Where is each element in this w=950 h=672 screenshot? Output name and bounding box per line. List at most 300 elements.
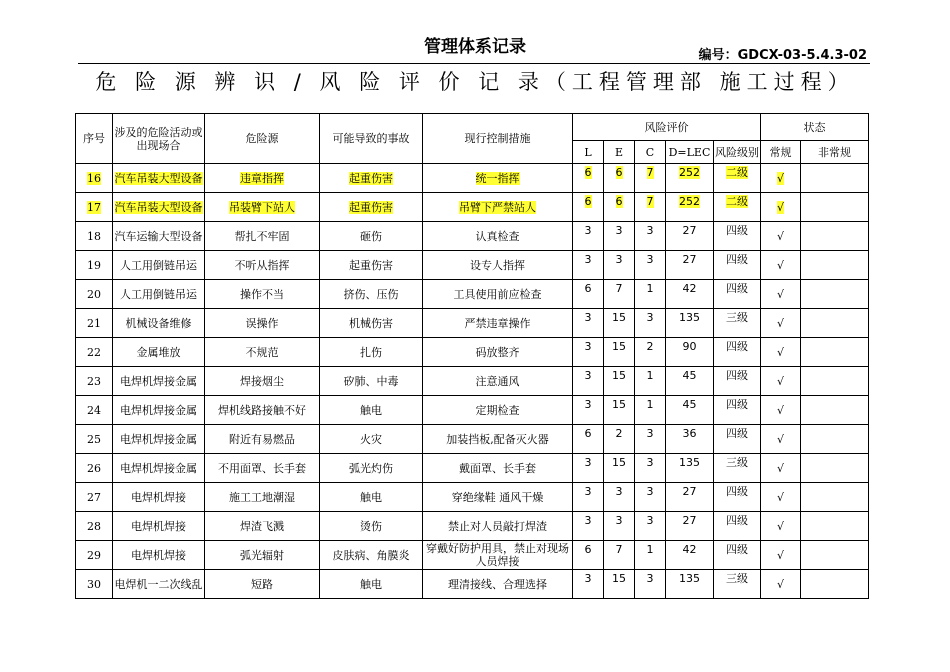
cell-activity-text: 机械设备维修 — [125, 316, 192, 330]
cell-activity — [113, 454, 205, 483]
cell-accident — [320, 251, 423, 280]
cell-accident — [320, 309, 423, 338]
cell-c-text: 1 — [646, 543, 654, 556]
cell-control — [423, 338, 573, 367]
cell-level — [714, 309, 761, 338]
cell-accident — [320, 367, 423, 396]
cell-abnormal — [801, 164, 869, 193]
cell-abnormal — [801, 570, 869, 599]
cell-c — [635, 280, 666, 309]
cell-seq — [76, 396, 113, 425]
cell-activity — [113, 193, 205, 222]
cell-l — [573, 483, 604, 512]
cell-l-text: 6 — [584, 282, 592, 295]
cell-seq — [76, 570, 113, 599]
cell-d — [666, 193, 714, 222]
table-row — [76, 338, 869, 367]
cell-control-text: 穿绝缘鞋 通风干燥 — [451, 490, 544, 504]
cell-activity-text: 电焊机焊接金属 — [120, 403, 197, 417]
cell-d — [666, 483, 714, 512]
cell-accident — [320, 338, 423, 367]
cell-e-text: 7 — [615, 543, 623, 556]
header-seq: 序号 — [76, 114, 113, 164]
cell-control-text: 工具使用前应检查 — [453, 287, 542, 301]
cell-d-text: 42 — [682, 282, 697, 295]
cell-level-text: 四级 — [726, 427, 748, 440]
cell-hazard-text: 不听从指挥 — [234, 258, 290, 272]
header-normal: 常规 — [761, 141, 801, 164]
cell-activity — [113, 396, 205, 425]
cell-e — [604, 425, 635, 454]
cell-hazard-text: 吊装臂下站人 — [229, 200, 295, 214]
cell-hazard-text: 误操作 — [245, 316, 279, 330]
cell-accident-text: 触电 — [360, 403, 382, 417]
cell-c-text: 3 — [646, 485, 654, 498]
cell-activity — [113, 570, 205, 599]
cell-normal — [761, 425, 801, 454]
cell-d — [666, 396, 714, 425]
cell-l — [573, 251, 604, 280]
cell-accident-text: 砸伤 — [360, 229, 382, 243]
cell-e-text: 15 — [612, 340, 626, 353]
cell-hazard-text: 不用面罩、长手套 — [218, 461, 306, 475]
code-value: GDCX-03-5.4.3-02 — [737, 48, 867, 63]
cell-abnormal — [801, 425, 869, 454]
cell-accident-text: 烫伤 — [360, 519, 382, 533]
cell-activity-text: 汽车运输大型设备 — [114, 229, 203, 243]
cell-hazard — [205, 396, 320, 425]
document-code — [699, 44, 867, 63]
cell-l — [573, 512, 604, 541]
cell-activity — [113, 367, 205, 396]
cell-normal — [761, 309, 801, 338]
cell-hazard-text: 焊机线路接触不好 — [218, 403, 306, 417]
cell-c-text: 3 — [646, 514, 654, 527]
cell-abnormal — [801, 367, 869, 396]
cell-c — [635, 164, 666, 193]
cell-level — [714, 454, 761, 483]
cell-control-text: 定期检查 — [475, 403, 520, 417]
cell-seq-text: 21 — [87, 316, 101, 330]
cell-control-text: 严禁违章操作 — [464, 316, 531, 330]
cell-abnormal — [801, 454, 869, 483]
cell-level — [714, 164, 761, 193]
cell-l-text: 3 — [584, 456, 592, 469]
cell-level-text: 三级 — [726, 572, 748, 585]
cell-e-text: 3 — [615, 514, 623, 527]
cell-level-text: 二级 — [726, 166, 748, 179]
cell-c — [635, 512, 666, 541]
cell-normal-text: √ — [776, 461, 784, 475]
cell-l — [573, 164, 604, 193]
header-status: 状态 — [761, 114, 869, 141]
code-label: 编号： — [698, 48, 738, 63]
cell-l-text: 3 — [584, 572, 592, 585]
cell-level-text: 四级 — [726, 398, 748, 411]
cell-seq-text: 20 — [87, 287, 101, 301]
header-rule — [78, 63, 870, 64]
cell-level-text: 四级 — [726, 340, 748, 353]
cell-seq-text: 29 — [87, 548, 101, 562]
cell-seq — [76, 367, 113, 396]
table-row — [76, 251, 869, 280]
cell-hazard — [205, 570, 320, 599]
cell-normal — [761, 338, 801, 367]
table-row — [76, 367, 869, 396]
cell-c-text: 3 — [646, 427, 654, 440]
cell-level — [714, 570, 761, 599]
cell-control — [423, 541, 573, 570]
cell-e — [604, 454, 635, 483]
cell-l-text: 6 — [584, 543, 592, 556]
cell-control — [423, 222, 573, 251]
cell-e-text: 3 — [615, 485, 623, 498]
cell-control-text: 理清接线、合理选择 — [448, 577, 547, 591]
cell-seq — [76, 454, 113, 483]
cell-accident-text: 矽肺、中毒 — [343, 374, 399, 388]
cell-e — [604, 193, 635, 222]
cell-level — [714, 541, 761, 570]
cell-normal-text: √ — [776, 548, 784, 562]
cell-d — [666, 222, 714, 251]
cell-accident-text: 起重伤害 — [349, 200, 393, 214]
cell-e — [604, 309, 635, 338]
cell-e-text: 15 — [612, 311, 626, 324]
cell-hazard — [205, 367, 320, 396]
cell-c — [635, 222, 666, 251]
cell-hazard — [205, 309, 320, 338]
cell-l — [573, 193, 604, 222]
cell-c-text: 7 — [646, 166, 654, 179]
cell-level — [714, 367, 761, 396]
cell-normal — [761, 251, 801, 280]
cell-d-text: 27 — [682, 485, 697, 498]
cell-l — [573, 454, 604, 483]
cell-activity — [113, 541, 205, 570]
header-activity: 涉及的危险活动或出现场合 — [113, 114, 205, 164]
cell-seq — [76, 338, 113, 367]
cell-e — [604, 164, 635, 193]
cell-level-text: 四级 — [726, 253, 748, 266]
cell-accident — [320, 222, 423, 251]
cell-accident — [320, 396, 423, 425]
cell-seq-text: 17 — [87, 200, 101, 214]
cell-d — [666, 338, 714, 367]
cell-activity-text: 人工用倒链吊运 — [120, 258, 197, 272]
cell-control-text: 吊臂下严禁站人 — [459, 200, 536, 214]
cell-l — [573, 280, 604, 309]
cell-accident — [320, 541, 423, 570]
cell-control — [423, 512, 573, 541]
cell-c-text: 7 — [646, 195, 654, 208]
cell-hazard — [205, 164, 320, 193]
header-level: 风险级别 — [714, 141, 761, 164]
cell-e — [604, 367, 635, 396]
cell-activity-text: 电焊机焊接金属 — [120, 432, 197, 446]
cell-seq — [76, 425, 113, 454]
cell-d-text: 36 — [682, 427, 697, 440]
cell-l — [573, 541, 604, 570]
cell-seq — [76, 222, 113, 251]
cell-normal — [761, 193, 801, 222]
cell-abnormal — [801, 309, 869, 338]
cell-normal-text: √ — [776, 403, 784, 417]
cell-activity-text: 电焊机焊接 — [131, 548, 186, 562]
cell-control — [423, 483, 573, 512]
cell-normal — [761, 396, 801, 425]
cell-d — [666, 367, 714, 396]
cell-accident-text: 机械伤害 — [349, 316, 393, 330]
cell-accident — [320, 454, 423, 483]
cell-seq-text: 28 — [87, 519, 101, 533]
cell-d — [666, 541, 714, 570]
cell-control-text: 注意通风 — [475, 374, 520, 388]
header-d: D=LEC — [666, 141, 714, 164]
cell-normal — [761, 570, 801, 599]
cell-activity — [113, 309, 205, 338]
cell-abnormal — [801, 280, 869, 309]
cell-d — [666, 570, 714, 599]
cell-accident — [320, 512, 423, 541]
header-abnormal: 非常规 — [801, 141, 869, 164]
cell-d-text: 135 — [679, 311, 700, 324]
cell-control — [423, 251, 573, 280]
cell-e-text: 3 — [615, 224, 623, 237]
cell-seq — [76, 483, 113, 512]
cell-d — [666, 309, 714, 338]
cell-d-text: 135 — [679, 572, 700, 585]
cell-activity-text: 电焊机一二次线乱 — [114, 577, 203, 591]
cell-normal-text: √ — [776, 432, 784, 446]
cell-hazard-text: 施工工地潮湿 — [229, 490, 295, 504]
cell-e — [604, 251, 635, 280]
cell-normal-text: √ — [776, 316, 784, 330]
cell-hazard — [205, 338, 320, 367]
cell-seq-text: 16 — [87, 171, 101, 185]
cell-level — [714, 222, 761, 251]
cell-abnormal — [801, 512, 869, 541]
cell-normal — [761, 367, 801, 396]
cell-c — [635, 396, 666, 425]
cell-hazard-text: 焊渣飞溅 — [240, 519, 284, 533]
cell-seq-text: 30 — [87, 577, 101, 591]
cell-d-text: 252 — [679, 166, 700, 179]
cell-control-text: 戴面罩、长手套 — [459, 461, 536, 475]
table-row — [76, 309, 869, 338]
cell-level-text: 四级 — [726, 514, 748, 527]
header-e: E — [604, 141, 635, 164]
table-row — [76, 454, 869, 483]
cell-c — [635, 541, 666, 570]
cell-level-text: 四级 — [726, 543, 748, 556]
cell-d-text: 90 — [682, 340, 697, 353]
cell-control-text: 码放整齐 — [475, 345, 520, 359]
cell-l-text: 3 — [584, 340, 592, 353]
cell-accident-text: 扎伤 — [360, 345, 382, 359]
cell-d-text: 27 — [682, 514, 697, 527]
system-title: 管理体系记录 — [424, 37, 526, 57]
cell-hazard — [205, 251, 320, 280]
cell-d — [666, 280, 714, 309]
cell-seq-text: 24 — [87, 403, 101, 417]
cell-activity — [113, 425, 205, 454]
cell-l — [573, 367, 604, 396]
cell-normal-text: √ — [776, 345, 784, 359]
header-l: L — [573, 141, 604, 164]
cell-level — [714, 280, 761, 309]
cell-accident — [320, 425, 423, 454]
cell-d-text: 45 — [682, 398, 697, 411]
cell-c-text: 3 — [646, 572, 654, 585]
cell-d-text: 27 — [682, 224, 697, 237]
cell-d-text: 135 — [679, 456, 700, 469]
header-control: 现行控制措施 — [423, 114, 573, 164]
cell-activity-text: 电焊机焊接金属 — [120, 461, 197, 475]
cell-c-text: 3 — [646, 456, 654, 469]
cell-e — [604, 483, 635, 512]
cell-control — [423, 570, 573, 599]
cell-abnormal — [801, 193, 869, 222]
cell-e — [604, 570, 635, 599]
cell-level-text: 四级 — [726, 282, 748, 295]
cell-level — [714, 396, 761, 425]
cell-l-text: 3 — [584, 514, 592, 527]
cell-seq — [76, 512, 113, 541]
cell-l-text: 6 — [584, 427, 592, 440]
cell-normal — [761, 483, 801, 512]
cell-l — [573, 338, 604, 367]
cell-activity — [113, 251, 205, 280]
table-row — [76, 280, 869, 309]
cell-control-text: 认真检查 — [475, 229, 520, 243]
cell-normal — [761, 164, 801, 193]
cell-d-text: 27 — [682, 253, 697, 266]
cell-activity-text: 电焊机焊接 — [131, 519, 186, 533]
cell-c-text: 1 — [646, 282, 654, 295]
cell-c — [635, 309, 666, 338]
cell-hazard — [205, 222, 320, 251]
cell-control — [423, 193, 573, 222]
cell-seq — [76, 164, 113, 193]
cell-c-text: 1 — [646, 398, 654, 411]
cell-seq — [76, 541, 113, 570]
cell-seq — [76, 309, 113, 338]
cell-level — [714, 251, 761, 280]
cell-level — [714, 193, 761, 222]
cell-control-text: 统一指挥 — [475, 171, 520, 185]
cell-l-text: 6 — [584, 166, 592, 179]
cell-normal — [761, 512, 801, 541]
cell-e — [604, 222, 635, 251]
cell-e-text: 15 — [612, 369, 626, 382]
cell-level-text: 三级 — [726, 311, 748, 324]
cell-l-text: 3 — [584, 253, 592, 266]
cell-c-text: 3 — [646, 224, 654, 237]
cell-c — [635, 425, 666, 454]
cell-activity-text: 金属堆放 — [136, 345, 181, 359]
cell-hazard — [205, 193, 320, 222]
cell-activity — [113, 338, 205, 367]
cell-e — [604, 541, 635, 570]
cell-c — [635, 338, 666, 367]
cell-hazard — [205, 483, 320, 512]
cell-abnormal — [801, 222, 869, 251]
cell-activity-text: 汽车吊装大型设备 — [114, 171, 203, 185]
cell-normal-text: √ — [776, 287, 784, 301]
cell-d — [666, 251, 714, 280]
cell-normal-text: √ — [776, 258, 784, 272]
cell-normal — [761, 541, 801, 570]
cell-accident — [320, 280, 423, 309]
table-row — [76, 164, 869, 193]
cell-l-text: 3 — [584, 398, 592, 411]
cell-control — [423, 164, 573, 193]
cell-e — [604, 338, 635, 367]
cell-seq-text: 18 — [87, 229, 101, 243]
cell-abnormal — [801, 541, 869, 570]
cell-hazard-text: 违章指挥 — [240, 171, 284, 185]
cell-hazard-text: 不规范 — [245, 345, 279, 359]
cell-d — [666, 454, 714, 483]
cell-hazard-text: 弧光辐射 — [240, 548, 284, 562]
cell-l-text: 3 — [584, 224, 592, 237]
cell-level-text: 三级 — [726, 456, 748, 469]
header-hazard: 危险源 — [205, 114, 320, 164]
cell-e-text: 6 — [615, 166, 623, 179]
cell-e-text: 15 — [612, 398, 626, 411]
cell-control — [423, 425, 573, 454]
cell-seq-text: 22 — [87, 345, 101, 359]
cell-level-text: 二级 — [726, 195, 748, 208]
cell-seq-text: 25 — [87, 432, 101, 446]
cell-seq — [76, 280, 113, 309]
cell-normal — [761, 454, 801, 483]
cell-normal — [761, 280, 801, 309]
cell-control — [423, 367, 573, 396]
cell-activity — [113, 164, 205, 193]
header-risk-eval: 风险评价 — [573, 114, 761, 141]
table-row — [76, 570, 869, 599]
cell-normal-text: √ — [776, 171, 784, 185]
cell-normal — [761, 222, 801, 251]
cell-hazard — [205, 541, 320, 570]
table-row — [76, 541, 869, 570]
cell-hazard-text: 帮扎不牢固 — [234, 229, 290, 243]
cell-hazard — [205, 512, 320, 541]
cell-control — [423, 396, 573, 425]
cell-d — [666, 425, 714, 454]
cell-level-text: 四级 — [726, 485, 748, 498]
cell-c-text: 3 — [646, 311, 654, 324]
cell-e — [604, 512, 635, 541]
cell-accident — [320, 164, 423, 193]
cell-normal-text: √ — [776, 519, 784, 533]
cell-level — [714, 483, 761, 512]
cell-accident — [320, 483, 423, 512]
cell-activity-text: 汽车吊装大型设备 — [114, 200, 203, 214]
cell-e-text: 15 — [612, 456, 626, 469]
cell-control-text: 禁止对人员敲打焊渣 — [448, 519, 547, 533]
cell-c-text: 1 — [646, 369, 654, 382]
cell-abnormal — [801, 338, 869, 367]
cell-activity — [113, 512, 205, 541]
cell-l-text: 3 — [584, 485, 592, 498]
cell-l — [573, 425, 604, 454]
cell-abnormal — [801, 483, 869, 512]
cell-control-text: 加装挡板,配备灭火器 — [446, 432, 549, 446]
cell-accident-text: 触电 — [360, 490, 382, 504]
cell-accident-text: 挤伤、压伤 — [343, 287, 399, 301]
